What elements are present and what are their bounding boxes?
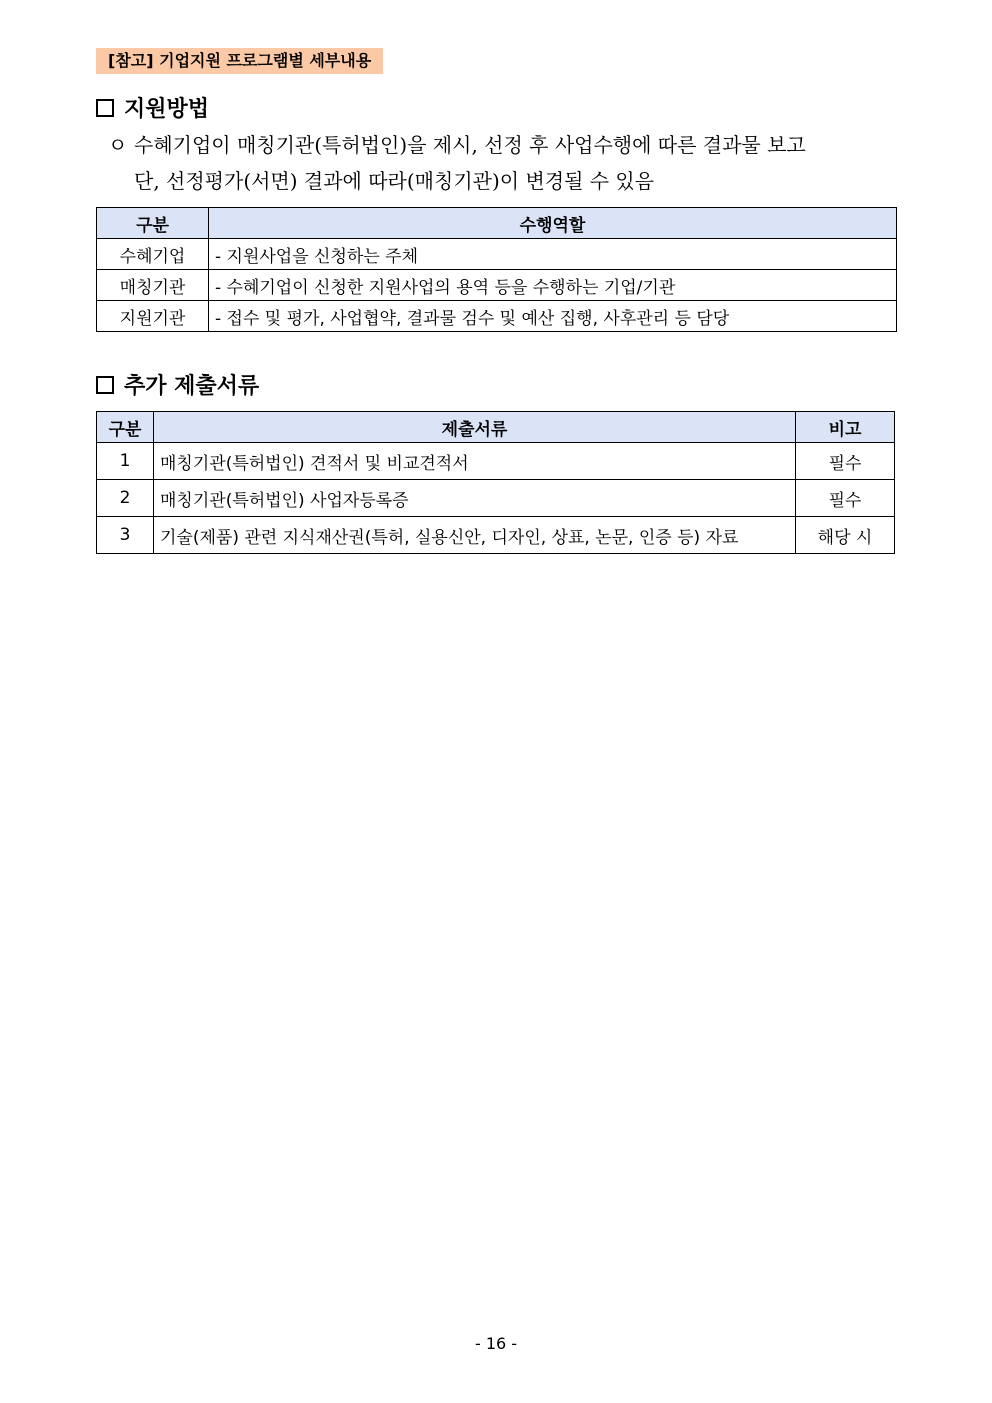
table-row xyxy=(97,301,897,332)
table-header-cell: 제출서류 xyxy=(154,412,796,443)
table-cell: 1 xyxy=(97,443,154,480)
paragraph-line-2: 단, 선정평가(서면) 결과에 따라(매칭기관)이 변경될 수 있음 xyxy=(134,169,655,193)
documents-table xyxy=(96,411,895,554)
table-cell: 매칭기관 xyxy=(97,270,209,301)
section-title-additional-documents xyxy=(96,369,259,400)
section-title-support-method xyxy=(96,92,209,123)
table-header-cell: 구분 xyxy=(97,208,209,239)
table-cell: - 수혜기업이 신청한 지원사업의 용역 등을 수행하는 기업/기관 xyxy=(209,270,897,301)
table-row xyxy=(97,239,897,270)
roles-table xyxy=(96,207,897,332)
section-title-text: 추가 제출서류 xyxy=(124,374,260,399)
table-cell: 해당 시 xyxy=(796,517,895,554)
reference-tag: [참고] 기업지원 프로그램별 세부내용 xyxy=(96,48,383,74)
checkbox-square-icon xyxy=(96,99,114,117)
table-cell: 기술(제품) 관련 지식재산권(특허, 실용신안, 디자인, 상표, 논문, 인증 등) 자료 xyxy=(154,517,796,554)
table-row xyxy=(97,443,895,480)
checkbox-square-icon xyxy=(96,376,114,394)
table-cell: 수혜기업 xyxy=(97,239,209,270)
table-row xyxy=(97,517,895,554)
table-cell: 매칭기관(특허법인) 견적서 및 비교견적서 xyxy=(154,443,796,480)
table-row xyxy=(97,270,897,301)
paragraph-line-1: 수혜기업이 매칭기관(특허법인)을 제시, 선정 후 사업수행에 따른 결과물 보고 xyxy=(134,133,806,157)
table-header-row xyxy=(97,412,895,443)
table-cell: 2 xyxy=(97,480,154,517)
table-cell: 3 xyxy=(97,517,154,554)
table-header-cell: 구분 xyxy=(97,412,154,443)
bullet-circle-icon: ㅇ xyxy=(108,133,128,157)
table-cell: - 접수 및 평가, 사업협약, 결과물 검수 및 예산 집행, 사후관리 등 담당 xyxy=(209,301,897,332)
table-cell: - 지원사업을 신청하는 주체 xyxy=(209,239,897,270)
table-header-cell: 수행역할 xyxy=(209,208,897,239)
section-title-text: 지원방법 xyxy=(124,97,210,122)
table-header-cell: 비고 xyxy=(796,412,895,443)
support-method-paragraph xyxy=(108,127,898,199)
table-cell: 필수 xyxy=(796,443,895,480)
table-cell: 매칭기관(특허법인) 사업자등록증 xyxy=(154,480,796,517)
table-row xyxy=(97,480,895,517)
table-cell: 지원기관 xyxy=(97,301,209,332)
table-header-row xyxy=(97,208,897,239)
table-cell: 필수 xyxy=(796,480,895,517)
page-number: - 16 - xyxy=(474,1334,518,1353)
